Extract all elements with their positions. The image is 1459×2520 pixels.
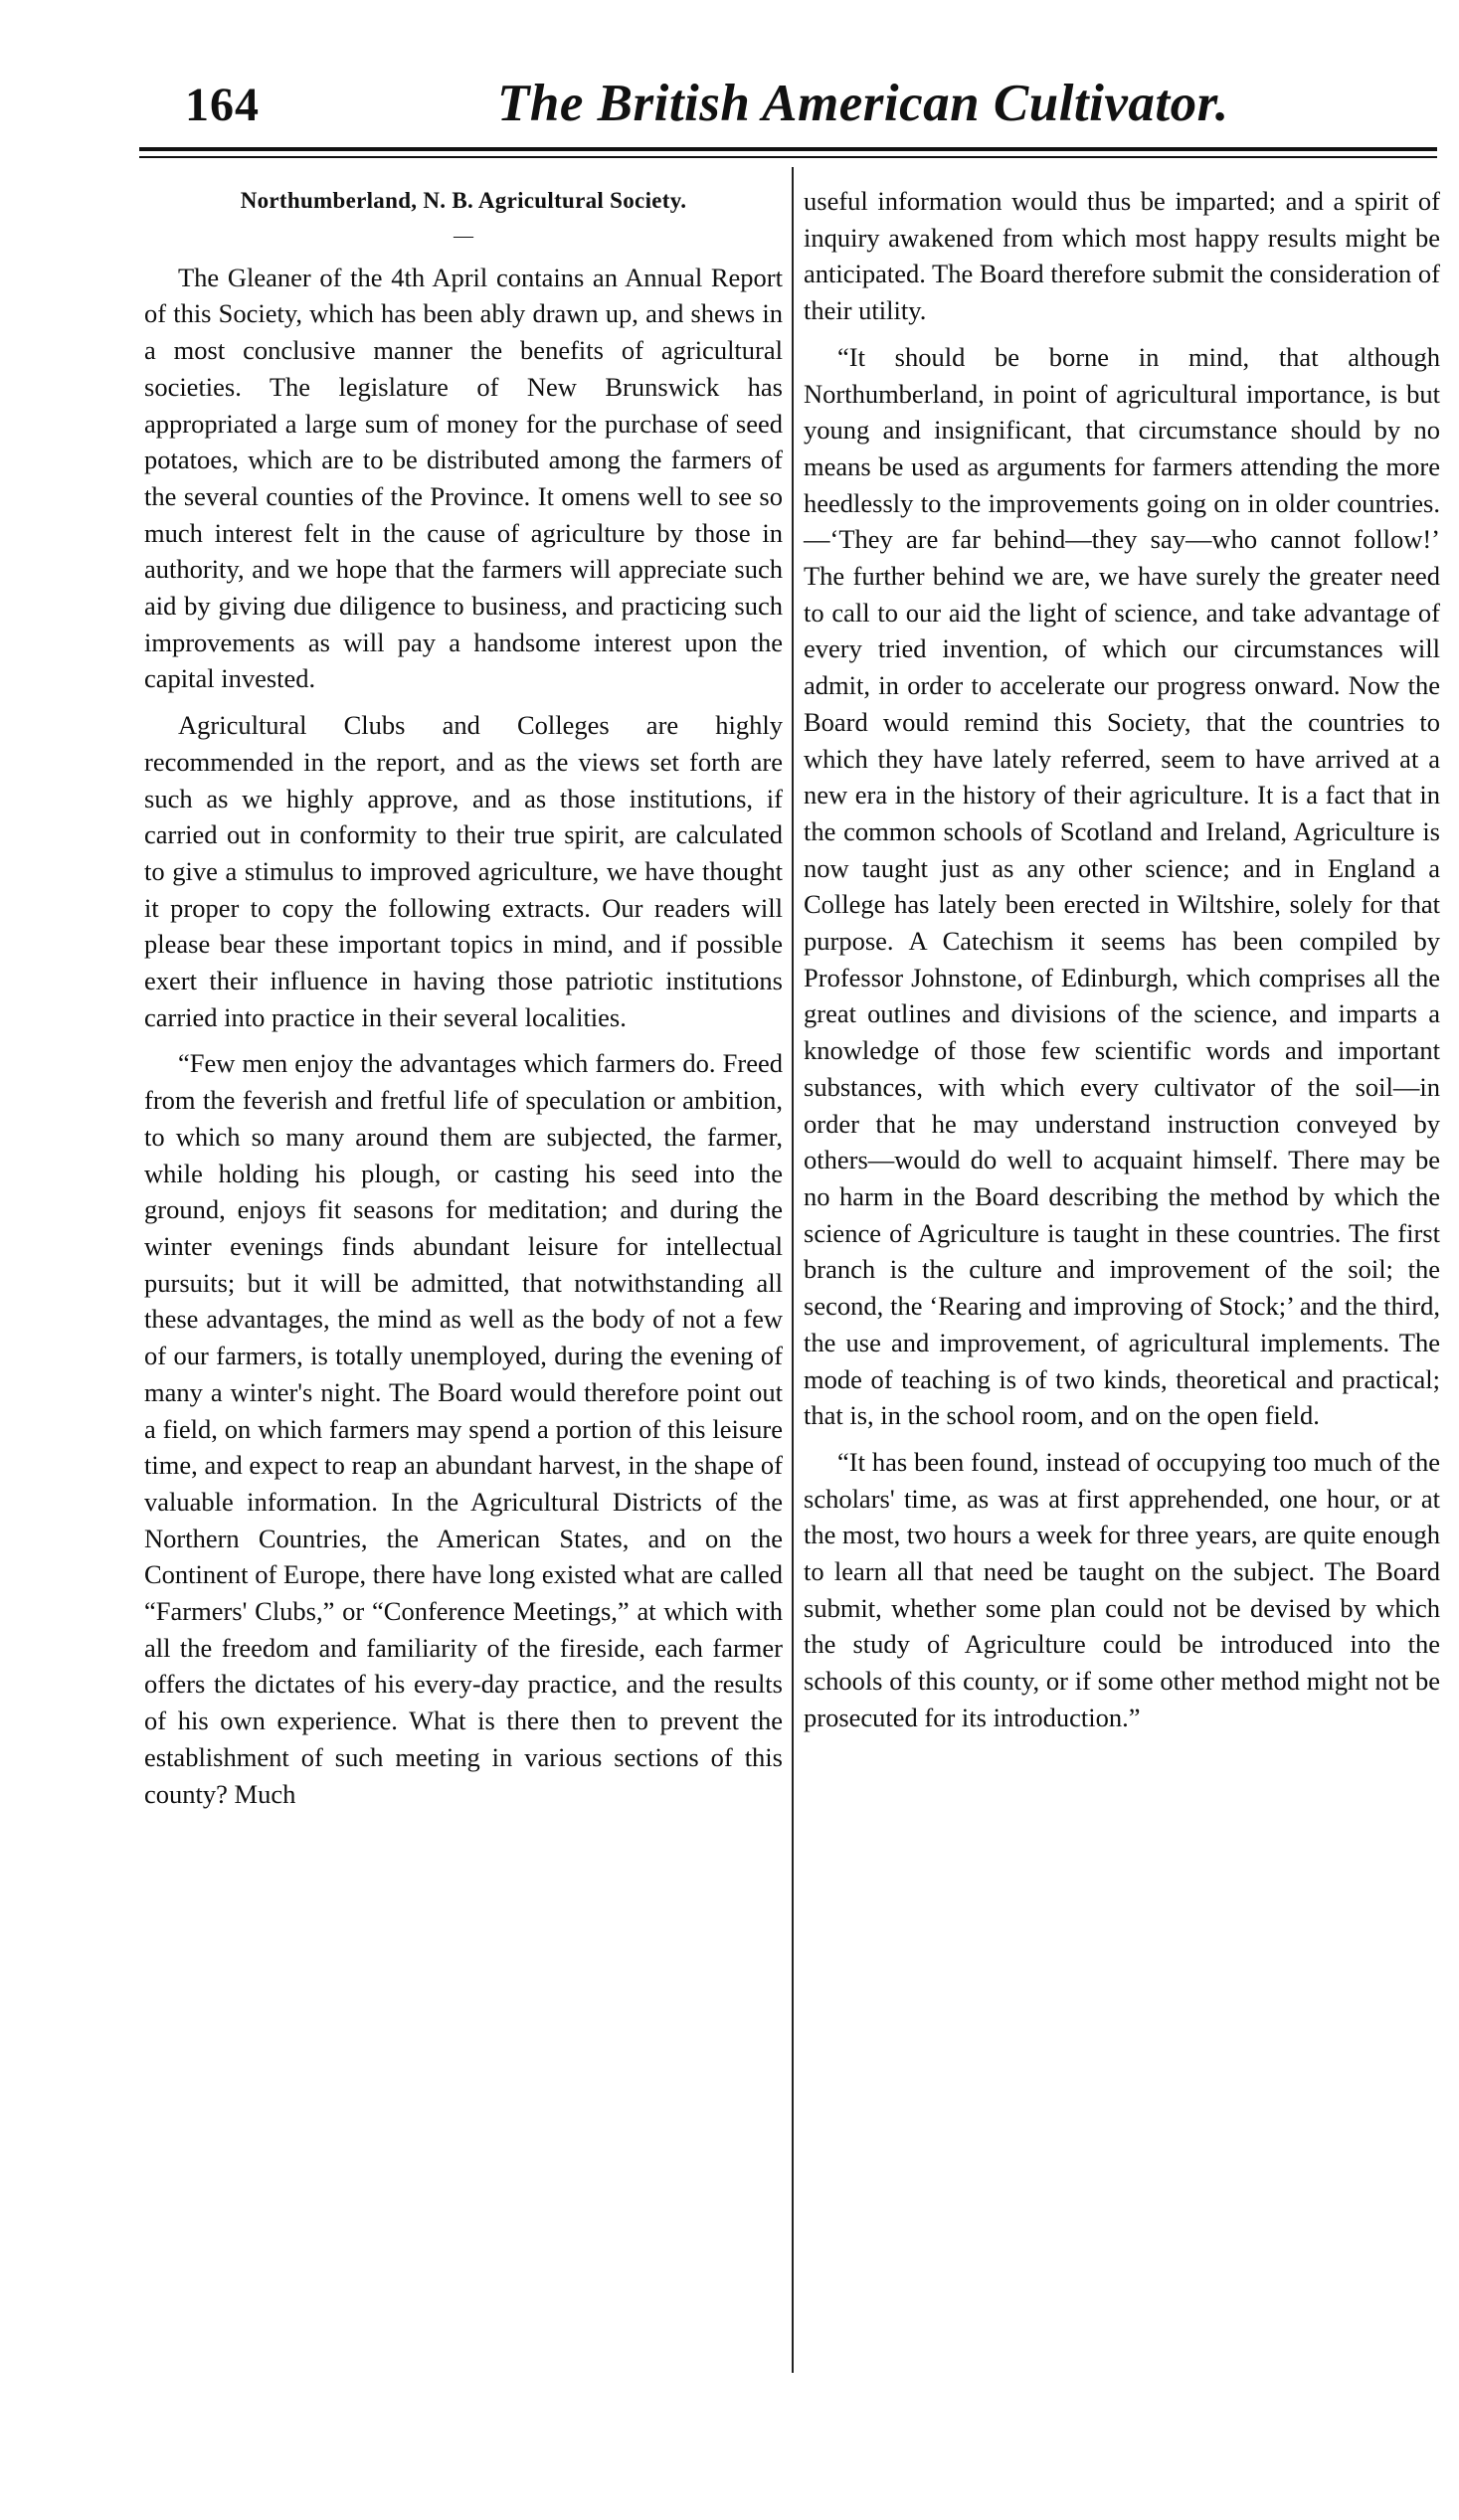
paragraph-intro: The Gleaner of the 4th April contains an Annual Report of this Society, which has been ably drawn up, and shews in a most conclusive manner the benefits of agricultural societies. The legislature of New Brunswick has appropriated a large sum of money for the purchase of seed potatoes, which are to be distributed among the farmers of the several counties of the Province. It omens well to see so much interest felt in the cause of agriculture by those in authority, and we hope that the farmers will appreciate such aid by giving due diligence to business, and practicing such improvements as will pay a handsome interest upon the capital invested. <box>144 262 783 694</box>
right-column <box>804 183 1440 1736</box>
paragraph-farmers-advantages-continued: useful information would thus be imparted; and a spirit of inquiry awakened from which most happy results might be anticipated. The Board therefore submit the consideration of their utility. <box>804 186 1440 326</box>
heading-separator: — <box>454 224 473 247</box>
paragraph-northumberland: “It should be borne in mind, that although Northumberland, in point of agricultural importance, is but young and insignificant, that circumstance should by no means be used as arguments for farmers attending the more heedlessly to the improvements going on in older countries.—‘They are far behind—they say—who cannot follow!’ The further behind we are, we have surely the greater need to call to our aid the light of science, and take advantage of every tried invention, of which our circumstances will admit, in order to accelerate our progress onward. Now the Board would remind this Society, that the countries to which they have lately referred, seem to have arrived at a new era in the history of their agriculture. It is a fact that in the common schools of Scotland and Ireland, Agriculture is now taught just as any other science; and in England a College has lately been erected in Wiltshire, solely for that purpose. A Catechism it seems has been compiled by Professor Johnstone, of Edinburgh, which comprises all the great outlines and divisions of the science, and imparts a knowledge of those few scientific words and important substances, with which every cultivator of the soil—in order that he may understand instruction conveyed by others—would do well to acquaint himself. There may be no harm in the Board describing the method by which the science of Agriculture is taught in these countries. The first branch is the culture and improvement of the soil; the second, the ‘Rearing and improving of Stock;’ and the third, the use and improvement, of agricultural implements. The mode of teaching is of two kinds, theoretical and practical; that is, in the school room, and on the open field. <box>804 341 1440 1431</box>
header-rule-thin <box>139 156 1437 158</box>
column-divider <box>792 167 794 2373</box>
paragraph-clubs: Agricultural Clubs and Colleges are highly recommended in the report, and as the views set forth are such as we highly approve, and as those institutions, if carried out in conformity to their true spirit, are calculated to give a stimulus to improved agriculture, we have thought it proper to copy the following extracts. Our readers will please bear these important topics in mind, and if possible exert their influence in having those patriotic institutions carried into practice in their several localities. <box>144 710 783 1032</box>
article-heading: Northumberland, N. B. Agricultural Society. <box>240 188 687 213</box>
header-rule-thick <box>139 147 1437 151</box>
page-number: 164 <box>185 79 260 131</box>
left-column <box>144 183 783 1812</box>
paragraph-schools: “It has been found, instead of occupying too much of the scholars' time, as was at first apprehended, one hour, or at the most, two hours a week for three years, are quite enough to learn all that need be taught on the subject. The Board submit, whether some plan could not be devised by which the study of Agriculture could be introduced into the schools of this county, or if some other method might not be prosecuted for its introduction.” <box>804 1446 1440 1732</box>
paragraph-farmers-advantages: “Few men enjoy the advantages which farmers do. Freed from the feverish and fretful life of speculation or ambition, to which so many around them are subjected, the farmer, while holding his plough, or casting his seed into the ground, enjoys fit seasons for meditation; and during the winter evenings finds abundant leisure for intellectual pursuits; but it will be admitted, that notwithstanding all these advantages, the mind as well as the body of not a few of our farmers, is totally unemployed, during the evening of many a winter's night. The Board would therefore point out a field, on which farmers may spend a portion of this leisure time, and expect to reap an abundant harvest, in the shape of valuable information. In the Agricultural Districts of the Northern Countries, the American States, and on the Continent of Europe, there have long existed what are called “Farmers' Clubs,” or “Conference Meetings,” at which with all the freedom and familiarity of the fireside, each farmer offers the dictates of his every-day practice, and the results of his own experience. What is there then to prevent the establishment of such meeting in various sections of this county? Much <box>144 1048 783 1809</box>
running-title: The British American Cultivator. <box>497 75 1229 132</box>
